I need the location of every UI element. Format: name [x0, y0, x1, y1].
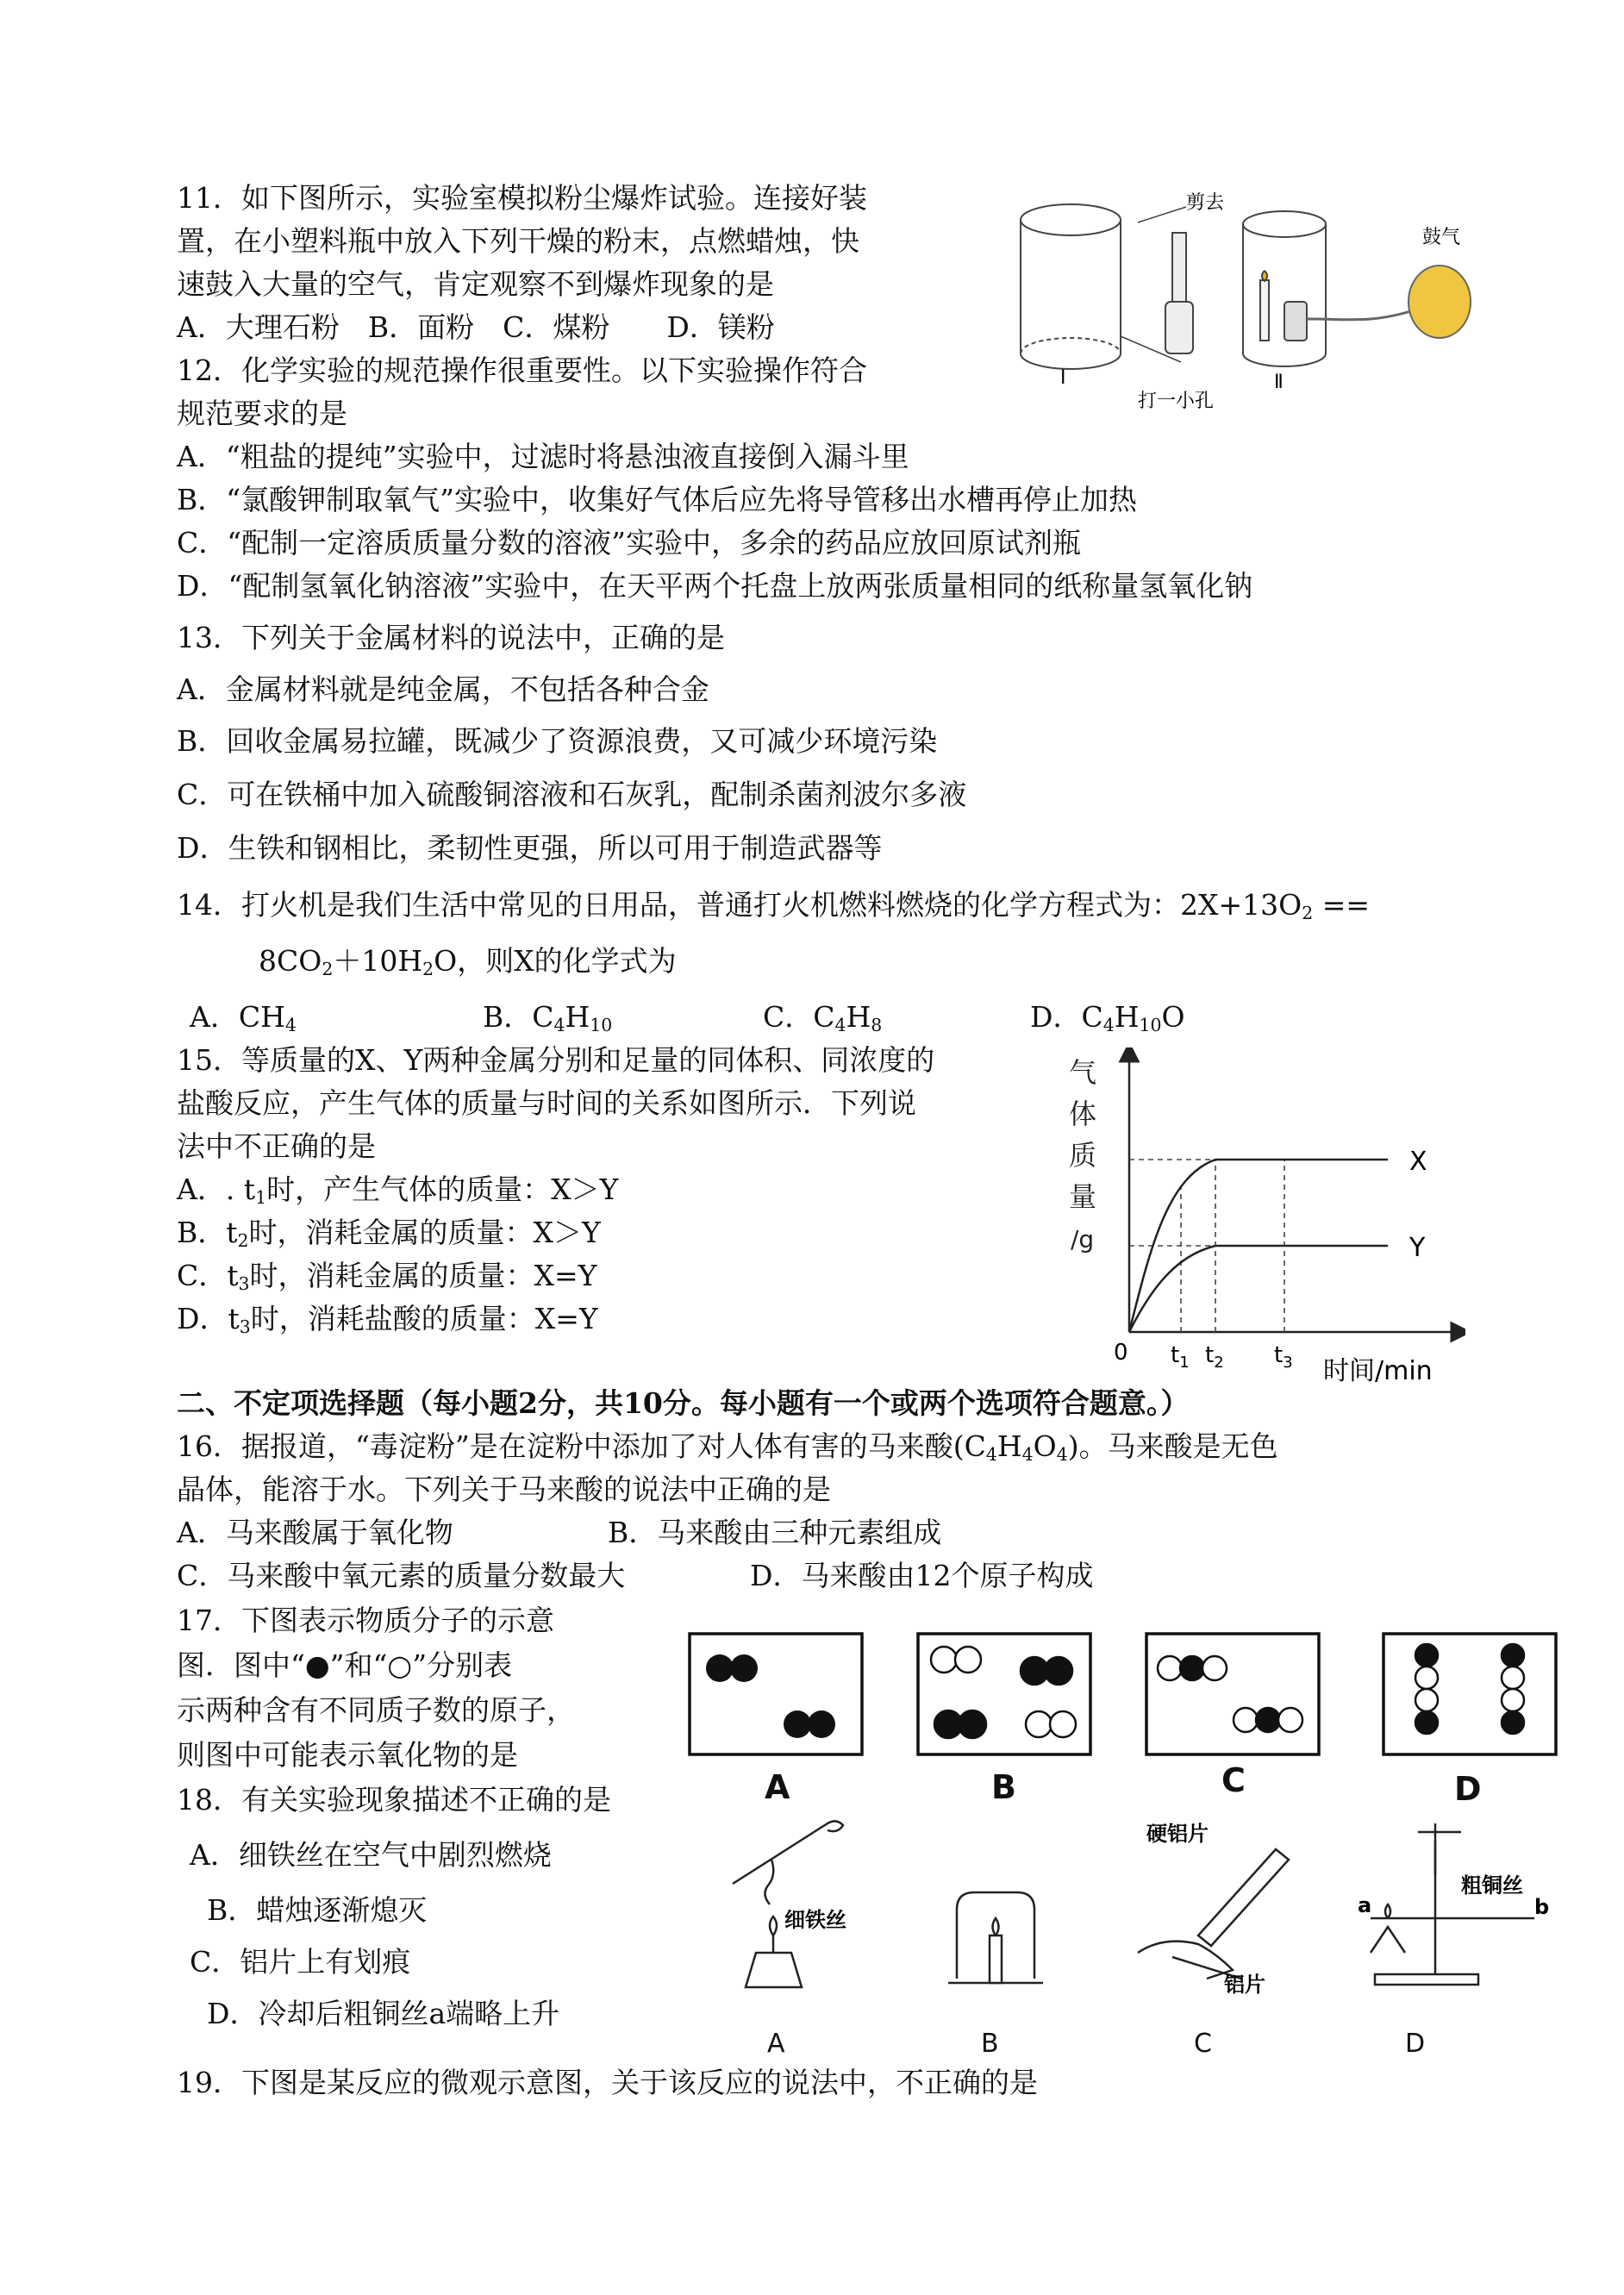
- gas-mass-chart: [1069, 1047, 1465, 1388]
- dust-explosion-figure: [1009, 181, 1491, 414]
- q15-line-1: 15．等质量的X、Y两种金属分别和足量的同体积、同浓度的: [177, 1043, 935, 1077]
- q14-sub-3: 2: [422, 959, 434, 980]
- cylinder-2: [1243, 211, 1326, 366]
- q16-line-2: 晶体，能溶于水。下列关于马来酸的说法中正确的是: [177, 1473, 831, 1506]
- q12-line-2: 规范要求的是: [177, 397, 347, 430]
- q18-option-c: C．铝片上有划痕: [190, 1945, 411, 1979]
- box-c: [1146, 1634, 1319, 1754]
- ylabel-char-2: 体: [1069, 1097, 1097, 1130]
- box-c-label: C: [1221, 1761, 1246, 1799]
- q11-line-3: 速鼓入大量的空气，肯定观察不到爆炸现象的是: [177, 267, 774, 301]
- y-axis-label: [1069, 1056, 1096, 1254]
- aluminum-scratch-figure: [1138, 1849, 1289, 1979]
- q14-c-sub2: 8: [871, 1015, 883, 1036]
- label-end-a: a: [1358, 1893, 1372, 1917]
- q14-co2: 8CO: [259, 944, 322, 978]
- tick-t2: $t_2$: [1205, 1342, 1224, 1372]
- q16-sub-2: 4: [1021, 1444, 1034, 1466]
- box-b-molecules: [931, 1647, 1076, 1738]
- tick-t3: $t_3$: [1274, 1342, 1293, 1372]
- caption-d: D: [1405, 2029, 1426, 2059]
- q15-a-post: 时，产生气体的质量：X＞Y: [266, 1173, 619, 1206]
- q17-line-1: 17．下图表示物质分子的示意: [177, 1604, 554, 1637]
- q16-sub-3: 4: [1056, 1444, 1068, 1466]
- q13-option-c: C．可在铁桶中加入硫酸铜溶液和石灰乳，配制杀菌剂波尔多液: [177, 778, 967, 811]
- q17-line-3: 示两种含有不同质子数的原子，: [177, 1693, 575, 1727]
- q12-option-c: C．“配制一定溶质质量分数的溶液”实验中，多余的药品应放回原试剂瓶: [177, 526, 1081, 560]
- section-2-title: 二、不定项选择题（每小题2分，共10分。每小题有一个或两个选项符合题意。）: [177, 1386, 1190, 1420]
- box-a: [690, 1634, 862, 1754]
- x-axis-label: 时间/min: [1323, 1356, 1433, 1386]
- q14-sub-2: 2: [322, 959, 334, 980]
- pump-bulb: [1409, 266, 1471, 338]
- q11-line-2: 置，在小塑料瓶中放入下列干燥的粉末，点燃蜡烛，快: [177, 224, 859, 258]
- q15-d-sub: 3: [239, 1316, 251, 1338]
- tick-t1: $t_1$: [1171, 1342, 1190, 1372]
- box-c-molecules: [1158, 1656, 1302, 1732]
- q15-option-b: [177, 1216, 601, 1252]
- box-a-label: A: [765, 1768, 790, 1806]
- q16-text-b: )。马来酸是无色: [1067, 1429, 1278, 1463]
- label-pump: 鼓气: [1422, 227, 1461, 248]
- q15-a-pre: A．. t: [177, 1173, 256, 1206]
- origin-label: 0: [1114, 1340, 1128, 1366]
- label-copper-wire: 粗铜丝: [1461, 1873, 1523, 1898]
- q14-tail: O，则X的化学式为: [434, 944, 677, 978]
- q16-option-b: B．马来酸由三种元素组成: [608, 1516, 942, 1549]
- q13-option-a: A．金属材料就是纯金属，不包括各种合金: [177, 672, 709, 706]
- q18-option-d: D．冷却后粗铜丝a端略上升: [207, 1997, 560, 2030]
- q15-b-sub: 2: [237, 1230, 249, 1252]
- q14-sub: 2: [1302, 903, 1314, 924]
- q15-b-pre: B．t: [177, 1216, 238, 1249]
- label-end-b: b: [1534, 1895, 1550, 1919]
- q12-line-1: 12．化学实验的规范操作很重要性。以下实验操作符合: [177, 353, 867, 387]
- q16-option-a: A．马来酸属于氧化物: [177, 1516, 453, 1549]
- q14-b-sub: 4: [553, 1015, 565, 1036]
- q15-option-a: [177, 1173, 618, 1209]
- q11-options: A．大理石粉 B．面粉 C．煤粉 D．镁粉: [177, 310, 775, 344]
- q14-option-b: [483, 1000, 612, 1036]
- q12-option-a: A．“粗盐的提纯”实验中，过滤时将悬浊液直接倒入漏斗里: [177, 440, 909, 473]
- small-bottle: [1165, 233, 1193, 353]
- label-II: Ⅱ: [1274, 372, 1284, 393]
- box-d-molecules: [1415, 1644, 1524, 1734]
- q13-stem: 13．下列关于金属材料的说法中，正确的是: [177, 621, 725, 654]
- q16-option-d: D．马来酸由12个原子构成: [750, 1559, 1094, 1592]
- label-hard-aluminum: 硬铝片: [1146, 1822, 1209, 1846]
- q14-b-sub2: 10: [590, 1015, 613, 1036]
- q14-d-sub: 4: [1102, 1015, 1115, 1036]
- ylabel-char-3: 质: [1069, 1139, 1097, 1172]
- q12-option-b: B．“氯酸钾制取氧气”实验中，收集好气体后应先将导管移出水槽再停止加热: [177, 483, 1137, 516]
- q14-option-d: [1030, 1000, 1185, 1036]
- q14-d-text: D．C: [1030, 1000, 1103, 1034]
- q13-option-b: B．回收金属易拉罐，既减少了资源浪费，又可减少环境污染: [177, 724, 938, 758]
- q14-c-text: C．C: [763, 1000, 835, 1034]
- label-I: Ⅰ: [1060, 367, 1066, 389]
- candle-jar-figure: [948, 1892, 1043, 1983]
- q15-option-d: [177, 1302, 598, 1338]
- box-d-label: D: [1454, 1770, 1482, 1808]
- q16-h: H: [996, 1429, 1022, 1463]
- label-cut: 剪去: [1186, 192, 1225, 214]
- copper-wire-figure: [1371, 1823, 1534, 1985]
- q18-option-b: B．蜡烛逐渐熄灭: [207, 1893, 428, 1927]
- q19-stem: 19．下图是某反应的微观示意图，关于该反应的说法中，不正确的是: [177, 2066, 1038, 2099]
- q16-option-c: C．马来酸中氧元素的质量分数最大: [177, 1559, 626, 1592]
- cylinder-1: [1021, 204, 1121, 369]
- caption-a: A: [767, 2029, 785, 2059]
- q14-eq: ==: [1313, 888, 1370, 922]
- q16-sub-1: 4: [985, 1444, 997, 1466]
- q14-d-o: O: [1161, 1000, 1185, 1034]
- q14-line-2: [259, 944, 677, 980]
- q12-option-d: D．“配制氢氧化钠溶液”实验中，在天平两个托盘上放两张质量相同的纸称量氢氧化钠: [177, 569, 1253, 603]
- q14-stem: [177, 888, 1370, 924]
- air-tube: [1307, 310, 1414, 320]
- caption-b: B: [981, 2029, 999, 2059]
- molecule-boxes: [685, 1629, 1573, 1810]
- series-x-label: X: [1409, 1147, 1427, 1177]
- ylabel-char-5: /g: [1071, 1225, 1095, 1254]
- q14-d-h: H: [1114, 1000, 1140, 1034]
- q14-d-sub2: 10: [1139, 1015, 1162, 1036]
- q14-a-text: A．CH: [190, 1000, 285, 1034]
- q15-c-post: 时，消耗金属的质量：X=Y: [249, 1259, 597, 1292]
- q17-line-4: 则图中可能表示氧化物的是: [177, 1738, 518, 1772]
- caption-c: C: [1194, 2029, 1212, 2059]
- box-d: [1384, 1634, 1556, 1754]
- q14-c-sub: 4: [834, 1015, 846, 1036]
- box-b-label: B: [991, 1768, 1016, 1806]
- q14-a-sub: 4: [284, 1015, 297, 1036]
- q15-line-2: 盐酸反应，产生气体的质量与时间的关系如图所示．下列说: [177, 1086, 916, 1120]
- q15-line-3: 法中不正确的是: [177, 1129, 376, 1163]
- iron-wire-figure: [733, 1821, 843, 1987]
- q18-stem: 18．有关实验现象描述不正确的是: [177, 1783, 611, 1817]
- q16-o: O: [1033, 1429, 1057, 1463]
- q14-option-c: [763, 1000, 882, 1036]
- q15-d-pre: D．t: [177, 1302, 240, 1335]
- q15-a-sub: 1: [255, 1187, 267, 1209]
- q14-h2o: ＋10H: [333, 944, 423, 978]
- label-aluminum: 铝片: [1224, 1973, 1265, 1997]
- q17-line-2: 图．图中“●”和“○”分别表: [177, 1648, 513, 1682]
- box-a-molecules: [706, 1654, 835, 1738]
- ylabel-char-1: 气: [1069, 1056, 1097, 1089]
- q18-figures: [707, 1806, 1577, 2065]
- q14-option-a: [190, 1000, 297, 1036]
- q16-line-1: [177, 1429, 1278, 1466]
- q18-option-a: A．细铁丝在空气中剧烈燃烧: [190, 1838, 552, 1872]
- ylabel-char-4: 量: [1069, 1180, 1097, 1213]
- q15-c-pre: C．t: [177, 1259, 239, 1292]
- q16-text-a: 16．据报道，“毒淀粉”是在淀粉中添加了对人体有害的马来酸(C: [177, 1429, 986, 1463]
- q15-d-post: 时，消耗盐酸的质量：X=Y: [250, 1302, 598, 1335]
- series-y-label: Y: [1409, 1233, 1426, 1263]
- label-iron-wire: 细铁丝: [784, 1908, 846, 1932]
- q14-b-text: B．C: [483, 1000, 554, 1034]
- q11-line-1: 11．如下图所示，实验室模拟粉尘爆炸试验。连接好装: [177, 181, 867, 215]
- q14-b-h: H: [565, 1000, 590, 1034]
- label-hole: 打一小孔: [1138, 391, 1215, 412]
- q14-c-h: H: [846, 1000, 871, 1034]
- q15-option-c: [177, 1259, 597, 1295]
- q13-option-d: D．生铁和钢相比，柔韧性更强，所以可用于制造武器等: [177, 831, 883, 865]
- q14-stem-text: 14．打火机是我们生活中常见的日用品，普通打火机燃料燃烧的化学方程式为：2X+13O: [177, 888, 1302, 922]
- series-y-line: [1129, 1246, 1388, 1332]
- q15-c-sub: 3: [238, 1273, 250, 1295]
- q15-b-post: 时，消耗金属的质量：X＞Y: [248, 1216, 601, 1249]
